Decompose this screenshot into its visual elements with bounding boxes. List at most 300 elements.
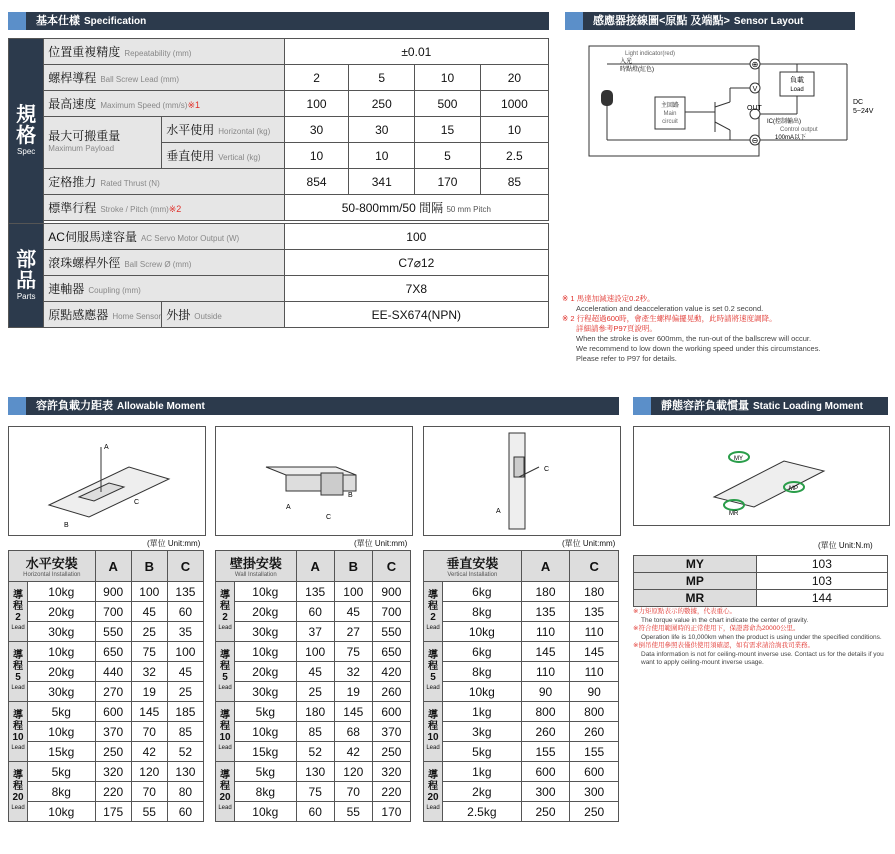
moment-value: 120: [131, 762, 167, 782]
load-cell: 30kg: [235, 682, 297, 702]
speed-value: 1000: [480, 91, 548, 117]
load-cell: 10kg: [28, 642, 96, 662]
table-row: [424, 622, 619, 642]
static-moment-diagram: [634, 427, 889, 525]
payload-h-value: 30: [284, 117, 349, 143]
note-2-en: Please refer to P97 for details.: [576, 354, 677, 363]
coupling-label: 連軸器 Coupling (mm): [44, 276, 284, 302]
lead-value: 20: [480, 65, 548, 91]
load-cell: 6kg: [443, 582, 522, 602]
moment-value: 42: [334, 742, 372, 762]
moment-value: 25: [296, 682, 334, 702]
moment-value: 220: [95, 782, 131, 802]
horizontal-diagram-box: [8, 426, 206, 536]
moment-value: 250: [95, 742, 131, 762]
table-row: [424, 662, 619, 682]
screw-value: C7⌀12: [284, 250, 548, 276]
moment-value: 600: [372, 702, 410, 722]
payload-v-value: 5: [415, 143, 481, 169]
table-row: [424, 742, 619, 762]
table-row: [9, 602, 204, 622]
moment-value: 650: [95, 642, 131, 662]
moment-value: 110: [570, 662, 619, 682]
table-row: [216, 802, 411, 822]
moment-value: 155: [570, 742, 619, 762]
static-key: MP: [634, 573, 757, 590]
moment-value: 32: [334, 662, 372, 682]
speed-value: 500: [415, 91, 481, 117]
lead-group-label: 導程 10 Lead: [424, 702, 443, 762]
lead-group-label: 導程 10 Lead: [216, 702, 235, 762]
moment-value: 130: [296, 762, 334, 782]
moment-value: 300: [570, 782, 619, 802]
moment-value: 800: [521, 702, 570, 722]
load-cell: 1kg: [443, 702, 522, 722]
moment-value: 35: [167, 622, 203, 642]
table-row: [9, 662, 204, 682]
unit-label: (單位 Unit:N.m): [818, 541, 873, 550]
table-row: [424, 782, 619, 802]
wall-install-diagram: [216, 427, 412, 535]
spec-header: 基本仕樣 Specification: [8, 12, 549, 30]
wall-moment-table: [215, 550, 411, 822]
static-note: ※力矩原點表示的數據，代表重心。: [633, 608, 736, 615]
moment-value: 320: [95, 762, 131, 782]
load-cell: 20kg: [28, 602, 96, 622]
motor-value: 100: [284, 224, 548, 250]
moment-value: 130: [167, 762, 203, 782]
moment-value: 32: [131, 662, 167, 682]
payload-v-value: 10: [349, 143, 415, 169]
moment-value: 90: [521, 682, 570, 702]
moment-value: 70: [131, 722, 167, 742]
ic-label: IC(控制輸出): [767, 119, 801, 125]
load-cell: 8kg: [443, 602, 522, 622]
table-row: [424, 762, 619, 782]
moment-value: 700: [95, 602, 131, 622]
static-notes: [633, 608, 891, 668]
moment-value: 250: [570, 802, 619, 822]
moment-value: 120: [334, 762, 372, 782]
coupling-value: 7X8: [284, 276, 548, 302]
table-row: [9, 622, 204, 642]
moment-value: 110: [521, 662, 570, 682]
load-cell: 10kg: [28, 802, 96, 822]
moment-value: 180: [570, 582, 619, 602]
moment-value: 52: [167, 742, 203, 762]
load-cell: 8kg: [235, 782, 297, 802]
axis-c-label: C: [544, 466, 550, 473]
moment-value: 60: [296, 802, 334, 822]
load-cell: 20kg: [235, 662, 297, 682]
moment-value: 250: [372, 742, 410, 762]
note-2-en: We recommend to low down the working speed under this circumstances.: [576, 344, 821, 353]
static-key: MY: [634, 556, 757, 573]
unit-label: (單位 Unit:mm): [562, 539, 616, 548]
load-cell: 10kg: [235, 722, 297, 742]
led-icon: [601, 90, 613, 106]
moment-value: 19: [334, 682, 372, 702]
table-row: [424, 682, 619, 702]
lead-group-label: 導程 20 Lead: [424, 762, 443, 822]
payload-h-value: 10: [480, 117, 548, 143]
axis-a-label: A: [496, 508, 501, 515]
table-row: [424, 582, 619, 602]
column-header: B: [334, 551, 372, 582]
spec-side-label: 規 格 Spec: [9, 39, 44, 224]
table-title: 垂直安裝 Vertical Installation: [424, 551, 522, 582]
moment-value: 135: [167, 582, 203, 602]
thrust-value: 341: [349, 169, 415, 195]
moment-value: 70: [131, 782, 167, 802]
table-row: [216, 662, 411, 682]
table-row: [424, 642, 619, 662]
table-row: [216, 722, 411, 742]
moment-value: 370: [372, 722, 410, 742]
moment-value: 155: [521, 742, 570, 762]
lead-value: 10: [415, 65, 481, 91]
table-row: [216, 742, 411, 762]
moment-value: 85: [296, 722, 334, 742]
speed-value: 250: [349, 91, 415, 117]
lead-label: 螺桿導程 Ball Screw Lead (mm): [44, 65, 284, 91]
table-row: [216, 622, 411, 642]
static-value: 103: [756, 573, 887, 590]
moment-value: 55: [131, 802, 167, 822]
thrust-value: 85: [480, 169, 548, 195]
axis-a-label: A: [104, 444, 109, 451]
moment-value: 45: [296, 662, 334, 682]
load-cell: 10kg: [28, 582, 96, 602]
axis-c-label: C: [326, 514, 332, 521]
note-2: ※ 2 行程超過600時，會產生螺桿偏擺晃動，此時請將速度調降。: [562, 314, 777, 323]
load-zh-label: 負載: [790, 77, 804, 84]
payload-h-value: 30: [349, 117, 415, 143]
load-cell: 10kg: [443, 622, 522, 642]
light-indicator-label: Light indicator(red): [625, 51, 676, 57]
load-cell: 2.5kg: [443, 802, 522, 822]
stroke-value: 50-800mm/50 間隔 50 mm Pitch: [284, 195, 548, 221]
table-row: [9, 582, 204, 602]
moment-value: 800: [570, 702, 619, 722]
note-2-en: When the stroke is over 600mm, the run-out of the ballscrew will occur.: [576, 334, 812, 343]
moment-value: 75: [334, 642, 372, 662]
load-cell: 5kg: [235, 762, 297, 782]
moment-value: 550: [372, 622, 410, 642]
moment-value: 420: [372, 662, 410, 682]
horizontal-install-diagram: [9, 427, 205, 535]
table-row: [216, 762, 411, 782]
note-2-sub: 詳細請參考P97頁說明。: [576, 324, 657, 333]
moment-value: 90: [570, 682, 619, 702]
load-cell: 10kg: [235, 582, 297, 602]
static-note-en: The torque value in the chart indicate the center of gravity.: [641, 616, 809, 624]
voltage-label: 5~24V: [853, 108, 874, 115]
static-value: 103: [756, 556, 887, 573]
moment-value: 55: [334, 802, 372, 822]
moment-value: 25: [131, 622, 167, 642]
table-row: [216, 642, 411, 662]
axis-c-label: C: [134, 499, 140, 506]
ic-en-label: Control output: [780, 127, 818, 133]
moment-value: 250: [521, 802, 570, 822]
load-cell: 15kg: [28, 742, 96, 762]
moment-value: 135: [570, 602, 619, 622]
table-row: [424, 722, 619, 742]
column-header: C: [372, 551, 410, 582]
load-en-label: Load: [790, 87, 804, 93]
table-row: [424, 802, 619, 822]
moment-value: 260: [570, 722, 619, 742]
load-cell: 5kg: [235, 702, 297, 722]
moment-value: 75: [296, 782, 334, 802]
load-cell: 30kg: [28, 622, 96, 642]
lead-group-label: 導程 2 Lead: [216, 582, 235, 642]
speed-value: 100: [284, 91, 349, 117]
load-cell: 8kg: [28, 782, 96, 802]
moment-value: 900: [372, 582, 410, 602]
static-diagram-box: [633, 426, 890, 526]
column-header: A: [95, 551, 131, 582]
moment-value: 45: [131, 602, 167, 622]
lead-group-label: 導程 5 Lead: [9, 642, 28, 702]
note-1-en: Acceleration and deacceleration value is set 0.2 second.: [576, 304, 764, 313]
moment-value: 600: [570, 762, 619, 782]
moment-value: 700: [372, 602, 410, 622]
load-cell: 10kg: [235, 802, 297, 822]
stroke-label: 標準行程 Stroke / Pitch (mm)※2: [44, 195, 284, 221]
moment-value: 85: [167, 722, 203, 742]
lead-group-label: 導程 2 Lead: [424, 582, 443, 642]
repeatability-value: ±0.01: [284, 39, 548, 65]
vertical-install-diagram: [424, 427, 620, 535]
moment-value: 37: [296, 622, 334, 642]
load-cell: 15kg: [235, 742, 297, 762]
moment-value: 145: [131, 702, 167, 722]
main-circuit-zh: 主回路: [660, 103, 680, 109]
table-row: [9, 782, 204, 802]
table-row: [9, 722, 204, 742]
axis-b-label: B: [64, 522, 69, 529]
table-row: [216, 582, 411, 602]
screw-label: 滾珠螺桿外徑 Ball Screw Ø (mm): [44, 250, 284, 276]
axis-b-label: B: [348, 492, 353, 499]
thrust-label: 定格推力 Rated Thrust (N): [44, 169, 284, 195]
plus-terminal-icon: ⊕: [751, 60, 759, 69]
column-header: C: [570, 551, 619, 582]
vertical-diagram-box: [423, 426, 621, 536]
table-row: [9, 742, 204, 762]
column-header: A: [521, 551, 570, 582]
moment-value: 145: [334, 702, 372, 722]
static-key: MR: [634, 590, 757, 607]
load-cell: 1kg: [443, 762, 522, 782]
moment-value: 145: [521, 642, 570, 662]
moment-value: 60: [167, 802, 203, 822]
moment-value: 60: [296, 602, 334, 622]
home-sensor-value: EE-SX674(NPN): [284, 302, 548, 328]
moment-value: 45: [167, 662, 203, 682]
note-1: ※ 1 馬達加減速設定0.2秒。: [562, 294, 655, 303]
table-row: [424, 602, 619, 622]
moment-value: 185: [167, 702, 203, 722]
lead-value: 2: [284, 65, 349, 91]
lead-group-label: 導程 10 Lead: [9, 702, 28, 762]
speed-label: 最高速度 Maximum Speed (mm/s)※1: [44, 91, 284, 117]
moment-value: 68: [334, 722, 372, 742]
wall-diagram-box: [215, 426, 413, 536]
horizontal-moment-table: [8, 550, 204, 822]
mp-label: MP: [789, 486, 798, 492]
static-moment-table: [633, 555, 888, 607]
moment-value: 180: [521, 582, 570, 602]
payload-label: 最大可搬重量 Maximum Payload: [44, 117, 162, 169]
light-on-label: 時點燈(紅色): [620, 67, 654, 73]
spec-table: [8, 38, 549, 328]
moment-header: 容許負載力距表 Allowable Moment: [8, 397, 619, 415]
sensor-wiring-diagram: [585, 42, 890, 167]
moment-value: 220: [372, 782, 410, 802]
moment-value: 170: [372, 802, 410, 822]
static-note: ※倒吊使用參照表僅供使用須確認，如有需求請洽詢我司業務。: [633, 642, 814, 649]
static-value: 144: [756, 590, 887, 607]
moment-value: 300: [521, 782, 570, 802]
moment-value: 27: [334, 622, 372, 642]
moment-value: 100: [334, 582, 372, 602]
load-cell: 5kg: [28, 702, 96, 722]
unit-label: (單位 Unit:mm): [354, 539, 408, 548]
minus-terminal-icon: ⊖: [751, 136, 759, 145]
table-row: [424, 702, 619, 722]
thrust-value: 170: [415, 169, 481, 195]
load-cell: 5kg: [443, 742, 522, 762]
main-circuit-en: Main: [663, 111, 677, 117]
table-title: 壁掛安裝 Wall Installation: [216, 551, 297, 582]
table-row: [9, 642, 204, 662]
moment-value: 100: [131, 582, 167, 602]
static-note-en: Operation life is 10,000km when the product is using under the specified conditions.: [641, 633, 882, 641]
moment-value: 60: [167, 602, 203, 622]
load-cell: 6kg: [443, 642, 522, 662]
load-cell: 10kg: [28, 722, 96, 742]
payload-vertical-label: 垂直使用 Vertical (kg): [162, 143, 284, 169]
load-cell: 30kg: [235, 622, 297, 642]
payload-horizontal-label: 水平使用 Horizontal (kg): [162, 117, 284, 143]
table-row: [216, 782, 411, 802]
table-row: [216, 602, 411, 622]
out-label: OUT: [747, 105, 762, 112]
lead-group-label: 導程 20 Lead: [216, 762, 235, 822]
motor-label: AC伺服馬達容量 AC Servo Motor Output (W): [44, 224, 284, 250]
load-cell: 20kg: [235, 602, 297, 622]
table-row: [216, 682, 411, 702]
parts-side-label: 部 品 Parts: [9, 224, 44, 328]
column-header: A: [296, 551, 334, 582]
load-cell: 3kg: [443, 722, 522, 742]
moment-value: 370: [95, 722, 131, 742]
moment-value: 45: [334, 602, 372, 622]
moment-value: 52: [296, 742, 334, 762]
payload-v-value: 10: [284, 143, 349, 169]
light-zh-label: 入光: [620, 59, 633, 65]
moment-value: 260: [372, 682, 410, 702]
moment-value: 25: [167, 682, 203, 702]
moment-value: 145: [570, 642, 619, 662]
moment-value: 110: [570, 622, 619, 642]
table-row: [9, 762, 204, 782]
lead-value: 5: [349, 65, 415, 91]
moment-value: 260: [521, 722, 570, 742]
load-cell: 30kg: [28, 682, 96, 702]
moment-value: 600: [95, 702, 131, 722]
lead-group-label: 導程 5 Lead: [424, 642, 443, 702]
moment-value: 135: [521, 602, 570, 622]
load-cell: 20kg: [28, 662, 96, 682]
moment-value: 180: [296, 702, 334, 722]
home-sensor-label: 原點感應器 Home Sensor: [44, 302, 162, 328]
moment-value: 110: [521, 622, 570, 642]
load-cell: 2kg: [443, 782, 522, 802]
moment-value: 650: [372, 642, 410, 662]
dc-label: DC: [853, 99, 864, 106]
column-header: B: [131, 551, 167, 582]
v-terminal-label: V: [752, 86, 758, 93]
moment-value: 19: [131, 682, 167, 702]
spec-notes: [562, 294, 892, 364]
table-title: 水平安裝 Horizontal Installation: [9, 551, 96, 582]
axis-a-label: A: [286, 504, 291, 511]
moment-value: 600: [521, 762, 570, 782]
moment-value: 100: [167, 642, 203, 662]
column-header: C: [167, 551, 203, 582]
moment-value: 440: [95, 662, 131, 682]
moment-value: 80: [167, 782, 203, 802]
table-row: [9, 682, 204, 702]
moment-value: 320: [372, 762, 410, 782]
moment-value: 135: [296, 582, 334, 602]
lead-group-label: 導程 2 Lead: [9, 582, 28, 642]
load-cell: 10kg: [443, 682, 522, 702]
main-circuit-en2: circuit: [662, 119, 678, 125]
moment-value: 75: [131, 642, 167, 662]
sensor-header: 感應器接線圖<原點 及端點> Sensor Layout: [565, 12, 855, 30]
payload-h-value: 15: [415, 117, 481, 143]
repeatability-label: 位置重複精度 Repeatability (mm): [44, 39, 284, 65]
moment-value: 550: [95, 622, 131, 642]
moment-value: 900: [95, 582, 131, 602]
static-header: 靜態容許負載慣量 Static Loading Moment: [633, 397, 888, 415]
load-cell: 5kg: [28, 762, 96, 782]
lead-group-label: 導程 20 Lead: [9, 762, 28, 822]
thrust-value: 854: [284, 169, 349, 195]
static-note: ※符合使用範圍時的正常使用下，保證壽命為20000公里。: [633, 625, 800, 632]
table-row: [9, 702, 204, 722]
moment-value: 70: [334, 782, 372, 802]
moment-value: 100: [296, 642, 334, 662]
lead-group-label: 導程 5 Lead: [216, 642, 235, 702]
ma-label: 100mA以下: [775, 135, 807, 141]
static-note-en: Data information is not for ceiling-mount inverse use. Contact us for the details if you want to apply ceiling-mount inverse usage.: [641, 650, 884, 666]
table-row: [9, 802, 204, 822]
load-cell: 10kg: [235, 642, 297, 662]
moment-value: 175: [95, 802, 131, 822]
load-cell: 8kg: [443, 662, 522, 682]
home-sensor-mount: 外掛 Outside: [162, 302, 284, 328]
moment-value: 42: [131, 742, 167, 762]
unit-label: (單位 Unit:mm): [147, 539, 201, 548]
my-label: MY: [734, 456, 743, 462]
payload-v-value: 2.5: [480, 143, 548, 169]
